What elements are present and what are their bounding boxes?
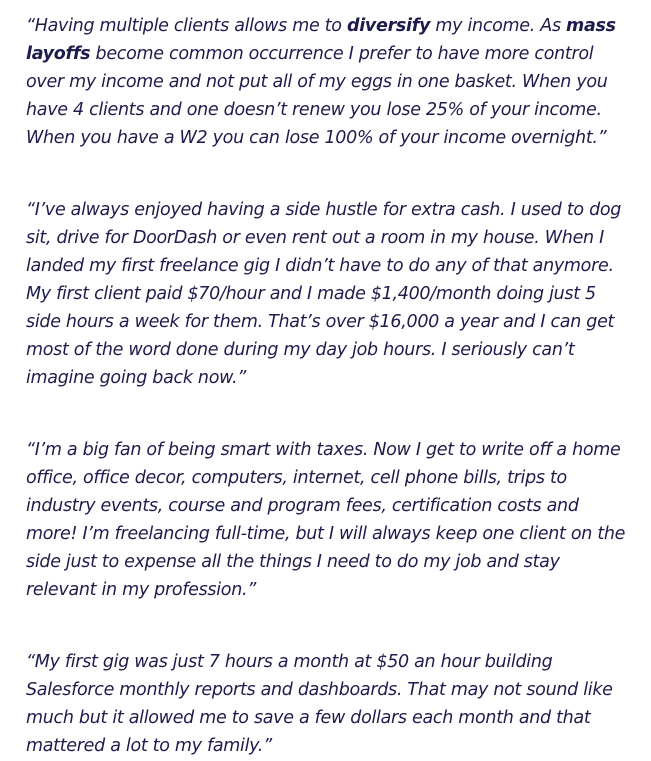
quote-text: “Having multiple clients allows me to — [26, 16, 347, 36]
testimonial-quote-diversify — [26, 12, 630, 152]
quote-text: my income. As — [430, 16, 567, 36]
testimonial-quote-first-gig: “My first gig was just 7 hours a month at $50 an hour building Salesforce monthly reports and dashboards. That may not sound like much but it allowed me to save a few dollars each month and that mattered a lot to my family.” — [26, 652, 613, 756]
emphasis-diversify: diversify — [346, 16, 431, 36]
testimonial-quote-side-hustle: “I’ve always enjoyed having a side hustle for extra cash. I used to dog sit, drive for DoorDash or even rent out a room in my house. When I landed my first freelance gig I didn’t have to do any of that anymore. My first client paid $70/hour and I made $1,400/month doing just 5 side hours a week for them. That’s over $16,000 a year and I can get most of the word done during my day job hours. I seriously can’t imagine going back now.” — [26, 200, 622, 388]
testimonial-quote-taxes: “I’m a big fan of being smart with taxes. Now I get to write off a home office, office decor, computers, internet, cell phone bills, trips to industry events, course and program fees, certification costs and more! I’m freelancing full-time, but I will always keep one client on the side just to expense all the things I need to do my job and stay relevant in my profession.” — [26, 440, 626, 600]
emphasis-mass-layoffs: mass layoffs — [26, 16, 616, 64]
quote-text: become common occurrence I prefer to have more control over my income and not put all of my eggs in one basket. When you have 4 clients and one doesn’t renew you lose 25% of your income. When you have a W2 you can lose 100% of your income overnight.” — [26, 44, 608, 148]
